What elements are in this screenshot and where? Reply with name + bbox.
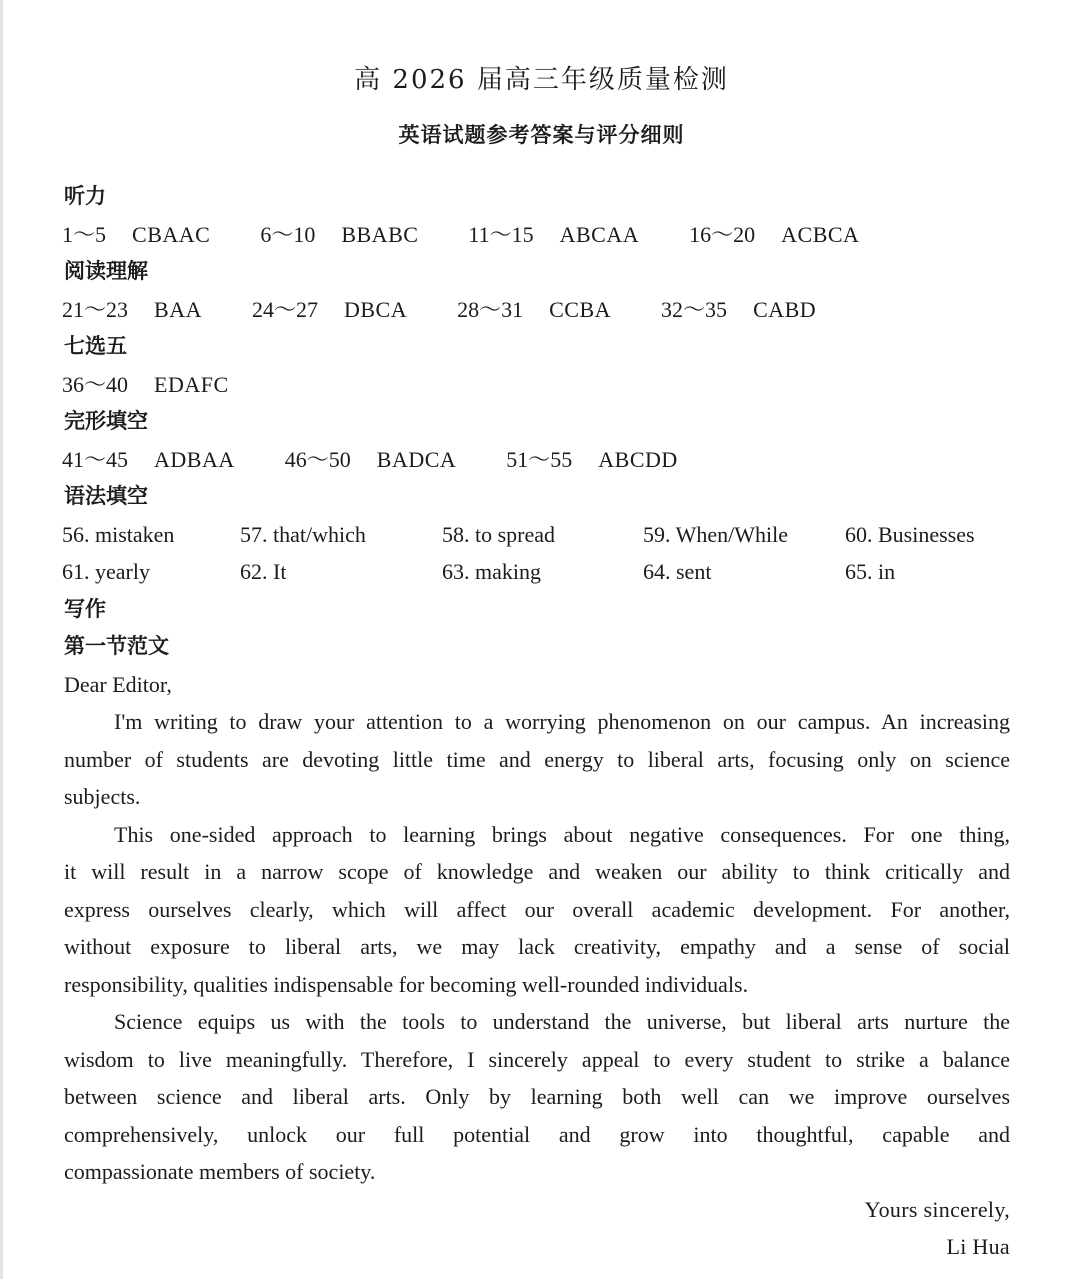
essay-line: it will result in a narrow scope of knowledge and weaken our ability to think critically and xyxy=(64,859,1010,884)
essay-line: wisdom to live meaningfully. Therefore, I sincerely appeal to every student to strike a balance xyxy=(64,1046,1010,1072)
answer-group xyxy=(661,291,816,329)
section-heading-reading: 阅读理解 xyxy=(64,259,148,283)
letter-closing: Yours sincerely, xyxy=(864,1196,1010,1222)
answer-letters: EDAFC xyxy=(154,371,229,397)
grammar-answer: 62. It xyxy=(240,559,287,584)
letter-signature: Li Hua xyxy=(946,1234,1010,1259)
section-heading-grammar: 语法填空 xyxy=(64,484,148,508)
essay-line: responsibility, qualities indispensable for becoming well-rounded individuals. xyxy=(64,971,749,997)
essay-line: I'm writing to draw your attention to a worrying phenomenon on our campus. An increasing xyxy=(114,709,1010,734)
answer-letters: ABCAA xyxy=(559,221,640,247)
answer-letters: BAA xyxy=(154,296,202,322)
cloze-answers-row xyxy=(62,441,1010,479)
answer-letters: CBAAC xyxy=(132,221,211,247)
essay-line: This one-sided approach to learning brings about negative consequences. For one thing, xyxy=(114,821,1010,847)
seven-choose-five-answers-row xyxy=(62,366,1010,404)
question-range: 21～23 xyxy=(62,296,129,322)
grammar-answer: 63. making xyxy=(442,559,541,584)
answer-group xyxy=(689,216,859,254)
writing-section-title: 第一节范文 xyxy=(64,634,169,658)
essay-line: subjects. xyxy=(64,784,141,809)
answer-key-content xyxy=(64,178,1010,1266)
answer-letters: CCBA xyxy=(549,296,612,322)
answer-letters: DBCA xyxy=(343,296,408,322)
grammar-answer: 58. to spread xyxy=(442,521,556,547)
question-range: 24～27 xyxy=(251,296,318,322)
answer-group xyxy=(285,441,457,479)
answer-group xyxy=(468,216,639,254)
section-heading-seven-choose-five: 七选五 xyxy=(64,334,127,358)
essay-line: Science equips us with the tools to understand the universe, but liberal arts nurture the xyxy=(114,1009,1010,1034)
essay-line: between science and liberal arts. Only by learning both well can we improve ourselves xyxy=(64,1084,1010,1109)
answer-group xyxy=(252,291,407,329)
essay-paragraph xyxy=(64,1003,1010,1191)
answer-letters: BBABC xyxy=(341,221,419,247)
grammar-answer: 56. mistaken xyxy=(62,521,175,547)
letter-salutation: Dear Editor, xyxy=(64,671,172,697)
question-range: 1～5 xyxy=(62,221,107,247)
essay-line: compassionate members of society. xyxy=(64,1159,376,1184)
grammar-answer: 64. sent xyxy=(643,559,712,584)
grammar-answer: 59. When/While xyxy=(643,521,788,547)
grammar-answer: 61. yearly xyxy=(62,559,150,584)
exam-title: 高 2026 届高三年级质量检测 xyxy=(354,65,729,95)
question-range: 32～35 xyxy=(661,296,728,322)
essay-line: without exposure to liberal arts, we may lack creativity, empathy and a sense of social xyxy=(64,934,1010,959)
answer-key-subtitle: 英语试题参考答案与评分细则 xyxy=(398,123,685,147)
question-range: 6～10 xyxy=(260,221,316,247)
answer-group xyxy=(62,291,202,329)
question-range: 41～45 xyxy=(62,446,129,472)
answer-group xyxy=(62,216,210,254)
question-range: 16～20 xyxy=(689,221,756,247)
grammar-answer: 57. that/which xyxy=(240,521,366,547)
answer-letters: ACBCA xyxy=(781,221,860,247)
section-heading-listening: 听力 xyxy=(64,184,106,208)
question-range: 36～40 xyxy=(62,371,129,397)
question-range: 28～31 xyxy=(457,296,524,322)
question-range: 11～15 xyxy=(468,221,534,247)
listening-answers-row xyxy=(62,216,1010,254)
question-range: 46～50 xyxy=(284,446,351,472)
essay-line: number of students are devoting little time and energy to liberal arts, focusing only on science xyxy=(64,746,1010,772)
answer-letters: ADBAA xyxy=(154,446,235,472)
grammar-answer: 60. Businesses xyxy=(845,521,975,547)
answer-letters: ABCDD xyxy=(598,446,678,472)
answer-group xyxy=(260,216,418,254)
answer-group xyxy=(62,366,229,404)
essay-paragraph xyxy=(64,703,1010,816)
essay-paragraph xyxy=(64,816,1010,1004)
question-range: 51～55 xyxy=(506,446,573,472)
grammar-answer: 65. in xyxy=(845,559,896,584)
essay-line: comprehensively, unlock our full potential and grow into thoughtful, capable and xyxy=(64,1121,1010,1147)
answer-group xyxy=(457,291,611,329)
answer-group xyxy=(62,441,235,479)
section-heading-cloze: 完形填空 xyxy=(64,409,148,433)
answer-letters: CABD xyxy=(753,296,817,322)
section-heading-writing: 写作 xyxy=(64,596,106,621)
grammar-answers-grid xyxy=(62,516,1010,591)
essay-line: express ourselves clearly, which will affect our overall academic development. For another, xyxy=(64,896,1010,922)
reading-answers-row xyxy=(62,291,1010,329)
answer-letters: BADCA xyxy=(376,446,457,472)
answer-group xyxy=(506,441,678,479)
